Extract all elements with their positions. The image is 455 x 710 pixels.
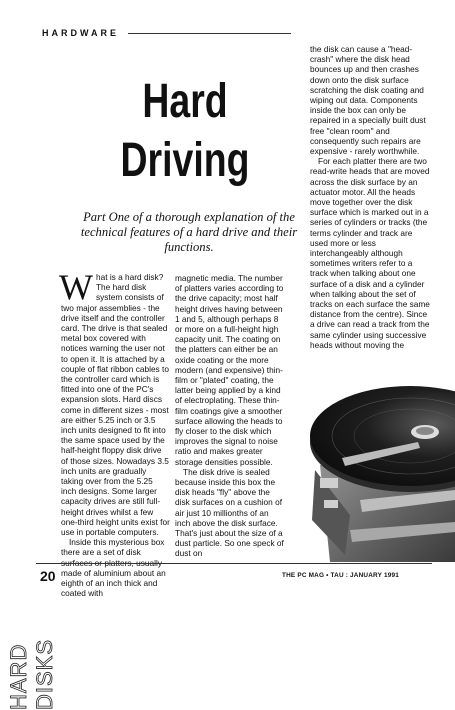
body-column-1 xyxy=(59,267,170,599)
paragraph: The disk drive is sealed because inside this box the disk heads "fly" above the disk surfaces on a cushion of air just 10 millionths of an inch above the disk surface. That's just about the size of a dust particle. So one speck of dust on xyxy=(175,466,284,559)
paragraph: the disk can cause a "head-crash" where the disk head bounces up and then crashes down onto the disk surface scratching the disk coating and wiping out data. Components inside the box can only be repaired in a specially built dust free "clean room" and consequently such repairs are expensive - rarely worthwhile. xyxy=(310,44,426,157)
body-column-2 xyxy=(175,273,286,559)
article-subtitle: Part One of a thorough explanation of the technical features of a hard drive and their functions. xyxy=(80,210,298,254)
drop-cap: W xyxy=(59,267,93,307)
footer-rule xyxy=(36,563,432,564)
article-title-line2: Driving xyxy=(120,134,250,187)
paragraph: For each platter there are two read-write heads that are moved across the disk surface by an actuator motor. All the heads move together over the disk surface which is marked out in a series of cylinders or tracks (the terms cylinder and track are used more or less interchangeably although sometimes writers refer to a track when talking about one surface of a disk and a cylinder when talking about the set of tracks on each surface the same distance from the centre). Since a drive can read a track from the same cylinder using successive heads without moving the xyxy=(310,156,430,350)
paragraph: Inside this mysterious box there are a set of disk made of aluminium about an eighth of an inch thick and coated with xyxy=(61,537,166,599)
body-column-3 xyxy=(310,44,430,350)
hard-disk-illustration xyxy=(290,350,455,562)
publication-info: THE PC MAG • TAU : JANUARY 1991 xyxy=(282,572,399,579)
article-title-line1: Hard xyxy=(142,75,228,128)
side-label: HARD DISKS xyxy=(6,638,57,710)
paragraph: hat is a hard disk? The hard disk system consists of two major assemblies - the drive itself and the controller card. The drive is that sealed metal box covered with notices warning the user not to open it. It is attached by a couple of flat ribbon cables to the controller card which is fitted into one of the PC's expansion slots. Hard discs come in different sizes - most are either 5.25 inch or 3.5 inch units designed to fit into the same space used by the half-height floppy disk drive of those sizes. Nowadays 3.5 inch units are gradually taking over from the 5.25 inch designs. Some larger capacity drives are still full-height drives whilst a few one-third height units exist for use in portable computers. xyxy=(61,272,170,538)
page-number: 20 xyxy=(40,568,56,584)
section-label: HARDWARE xyxy=(42,28,119,38)
paragraph: magnetic media. The number of platters varies according to the drive capacity; most half height drives having between 1 and 5, although perhaps 8 or more on a full-height high capacity unit. The coating on the platters can either be an oxide coating or the more modern (and expensive) thin-film or "plated" coating, the latter being applied by a kind of electroplating. These thin-film coatings give a smoother surface allowing the heads to fly closer to the disk which improves the signal to noise ratio and makes greater storage densities possible. xyxy=(175,273,284,467)
header-rule xyxy=(128,33,291,34)
